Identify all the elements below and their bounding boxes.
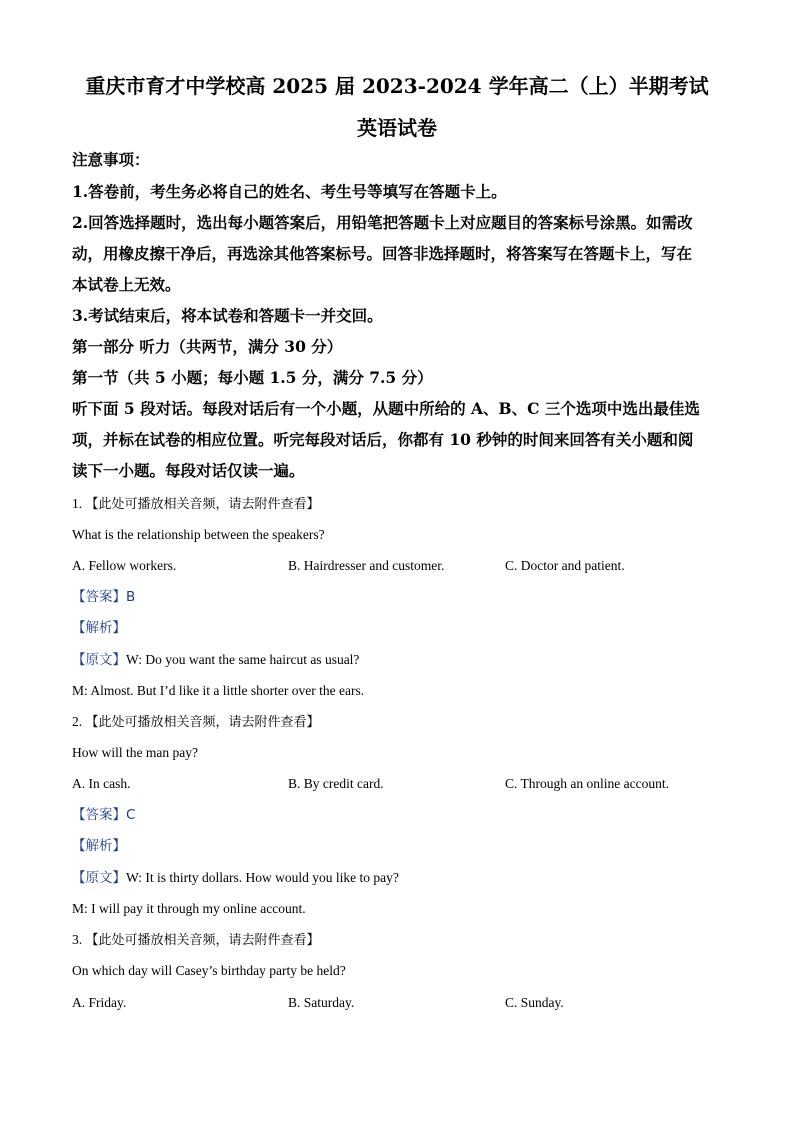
section1-heading: 第一节（共 5 小题；每小题 1.5 分，满分 7.5 分） xyxy=(72,368,433,387)
q3-option-a: A. Friday. xyxy=(72,995,127,1010)
q1-transcript-m: M: Almost. But I’d like it a little shorter over the ears. xyxy=(72,683,365,698)
q3-number: 3. xyxy=(72,932,86,947)
exam-subtitle: 英语试卷 xyxy=(357,116,437,140)
note-2-line-3: 本试卷上无效。 xyxy=(72,275,181,294)
q2-header xyxy=(72,713,320,732)
q2-option-c: C. Through an online account. xyxy=(505,776,669,791)
note-2-line-1: 2.回答选择题时，选出每小题答案后，用铅笔把答题卡上对应题目的答案标号涂黑。如需改 xyxy=(72,213,693,232)
q3-question: On which day will Casey’s birthday party be held? xyxy=(72,963,346,978)
q2-original-tag: 【原文】 xyxy=(72,870,126,886)
q1-question: What is the relationship between the speakers? xyxy=(72,527,325,542)
q3-audio-link[interactable]: 【此处可播放相关音频，请去附件查看】 xyxy=(85,933,320,948)
q1-line-w: W: Do you want the same haircut as usual? xyxy=(126,652,360,667)
q2-number: 2. xyxy=(72,714,86,729)
q1-option-c: C. Doctor and patient. xyxy=(505,558,625,573)
q2-audio-link[interactable]: 【此处可播放相关音频，请去附件查看】 xyxy=(85,715,320,730)
q1-original-tag: 【原文】 xyxy=(72,652,126,668)
q1-option-b: B. Hairdresser and customer. xyxy=(288,558,445,573)
exam-title: 重庆市育才中学校高 2025 届 2023-2024 学年高二（上）半期考试 xyxy=(85,74,709,98)
q1-analysis: 【解析】 xyxy=(72,620,126,636)
q2-question: How will the man pay? xyxy=(72,745,198,760)
q1-option-a: A. Fellow workers. xyxy=(72,558,177,573)
q1-number: 1. xyxy=(72,496,86,511)
q2-analysis: 【解析】 xyxy=(72,838,126,854)
q1-transcript-w xyxy=(72,651,359,669)
q1-audio-link[interactable]: 【此处可播放相关音频，请去附件查看】 xyxy=(85,497,320,512)
q1-answer: 【答案】B xyxy=(72,589,136,605)
notes-heading: 注意事项： xyxy=(72,150,150,169)
q3-header xyxy=(72,931,320,950)
q2-option-b: B. By credit card. xyxy=(288,776,384,791)
instructions-line-3: 读下一小题。每段对话仅读一遍。 xyxy=(72,461,305,480)
q1-header xyxy=(72,495,320,514)
note-2-line-2: 动，用橡皮擦干净后，再选涂其他答案标号。回答非选择题时，将答案写在答题卡上，写在 xyxy=(72,244,693,263)
note-3: 3.考试结束后，将本试卷和答题卡一并交回。 xyxy=(72,306,383,325)
part1-heading: 第一部分 听力（共两节，满分 30 分） xyxy=(72,337,343,356)
q2-answer: 【答案】C xyxy=(72,807,136,823)
q2-line-w: W: It is thirty dollars. How would you like to pay? xyxy=(126,870,399,885)
note-1: 1.答卷前，考生务必将自己的姓名、考生号等填写在答题卡上。 xyxy=(72,182,507,201)
q3-option-c: C. Sunday. xyxy=(505,995,564,1010)
q3-option-b: B. Saturday. xyxy=(288,995,355,1010)
q2-option-a: A. In cash. xyxy=(72,776,131,791)
instructions-line-2: 项，并标在试卷的相应位置。听完每段对话后，你都有 10 秒钟的时间来回答有关小题和阅 xyxy=(72,430,694,449)
q2-transcript-w xyxy=(72,869,399,887)
q2-transcript-m: M: I will pay it through my online account. xyxy=(72,901,306,916)
instructions-line-1: 听下面 5 段对话。每段对话后有一个小题，从题中所给的 A、B、C 三个选项中选出最佳选 xyxy=(72,399,700,418)
